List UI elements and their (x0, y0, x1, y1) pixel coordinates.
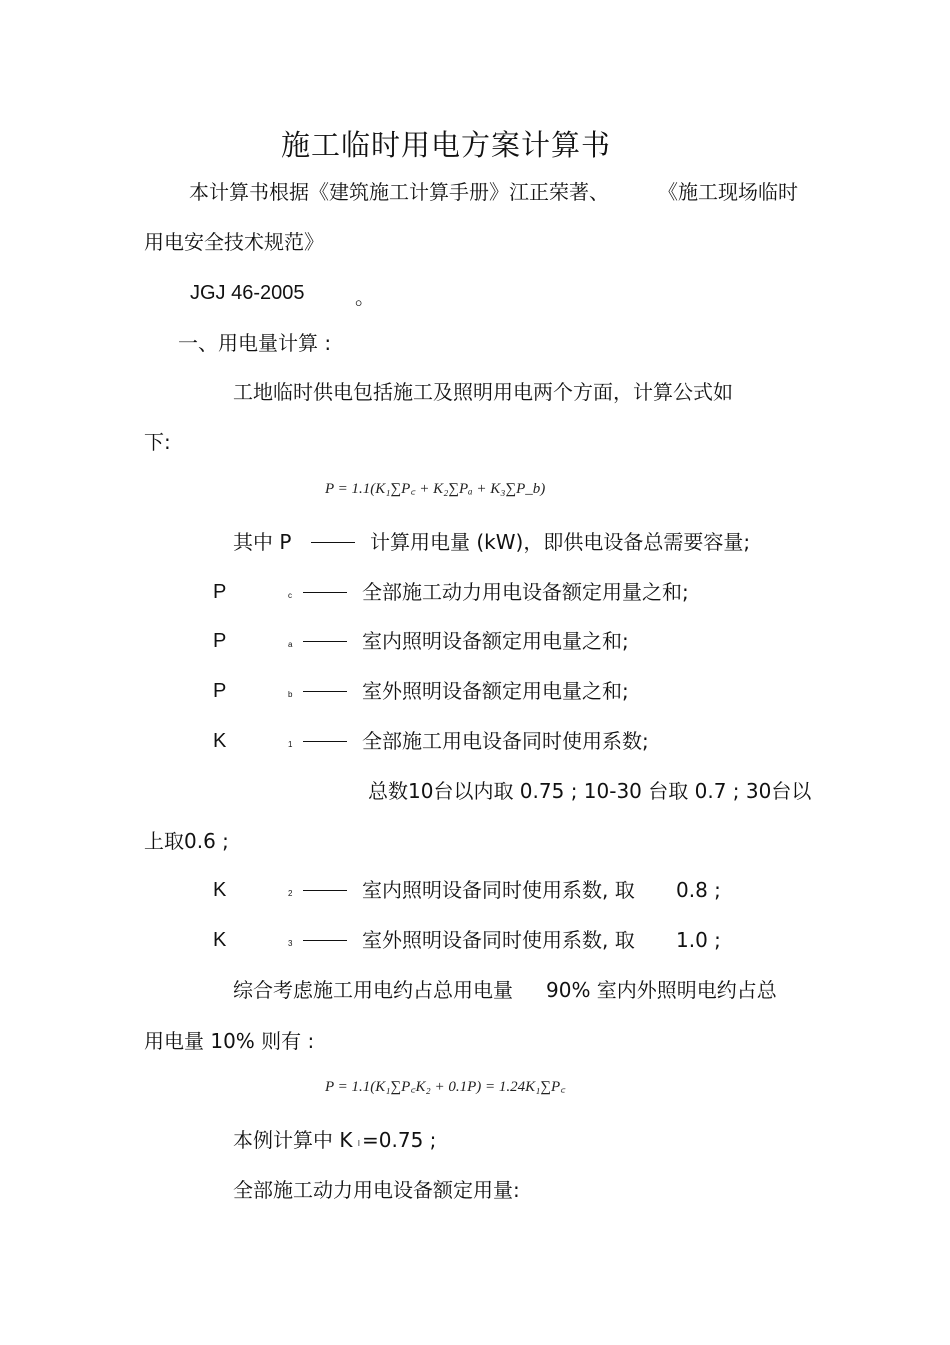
def-subscript: a (288, 640, 293, 649)
intro-line-1b: 《施工现场临时 (658, 180, 798, 204)
def-description: 室内照明设备额定用电量之和; (362, 629, 629, 653)
paragraph-1-line-1: 工地临时供电包括施工及照明用电两个方面，计算公式如 (233, 380, 733, 404)
def-description: 室外照明设备同时使用系数, 取 (362, 928, 635, 952)
def-symbol: K (213, 929, 227, 951)
paragraph-2-line-1a: 综合考虑施工用电约占总用电量 (233, 978, 513, 1002)
def-value: 0.8 ; (676, 878, 721, 902)
dash-separator (303, 741, 347, 742)
paragraph-2-line-2: 用电量 10% 则有 : (144, 1029, 315, 1053)
def-subscript: c (288, 591, 292, 600)
dash-separator (303, 691, 347, 692)
section-heading: 一、用电量计算 : (178, 331, 332, 355)
dash-separator (303, 940, 347, 941)
def-value: 1.0 ; (676, 928, 721, 952)
def-description: 全部施工用电设备同时使用系数; (362, 729, 649, 753)
def-symbol: K (213, 879, 227, 901)
standard-code: JGJ 46-2005 (190, 282, 305, 304)
k1-note-line-1: 总数10台以内取 0.75 ; 10-30 台取 0.7 ; 30台以 (368, 779, 812, 803)
paragraph-2-line-1b: 90% 室内外照明电约占总 (546, 978, 777, 1002)
example-k1-value: =0.75 ; (362, 1128, 437, 1152)
dash-separator (303, 641, 347, 642)
dash-separator (311, 542, 355, 543)
def-symbol: P (213, 680, 227, 702)
paragraph-1-line-2: 下: (144, 430, 171, 454)
standard-end: 。 (355, 285, 375, 309)
dash-separator (303, 890, 347, 891)
intro-line-1: 本计算书根据《建筑施工计算手册》江正荣著、 (189, 180, 609, 204)
formula-1: P = 1.1(K₁∑P꜀ + K₂∑Pₐ + K₃∑P_b) (325, 481, 546, 497)
def-subscript: 1 (288, 740, 293, 749)
dash-separator (303, 592, 347, 593)
where-description: 计算用电量 (kW)，即供电设备总需要容量; (370, 530, 751, 554)
def-symbol: P (213, 630, 227, 652)
def-subscript: 3 (288, 939, 293, 948)
formula-2: P = 1.1(K₁∑P꜀K₂ + 0.1P) = 1.24K₁∑P꜀ (325, 1079, 566, 1095)
def-description: 室外照明设备额定用电量之和; (362, 679, 629, 703)
def-description: 室内照明设备同时使用系数, 取 (362, 878, 635, 902)
last-line: 全部施工动力用电设备额定用量: (233, 1178, 520, 1202)
def-description: 全部施工动力用电设备额定用量之和; (362, 580, 689, 604)
document-title: 施工临时用电方案计算书 (281, 128, 612, 162)
def-symbol: P (213, 581, 227, 603)
where-label: 其中 P (233, 530, 292, 554)
def-subscript: b (288, 690, 293, 699)
example-k1-prefix: 本例计算中 K (233, 1128, 353, 1152)
def-subscript: 2 (288, 889, 293, 898)
example-k1-subscript: l (358, 1139, 360, 1148)
def-symbol: K (213, 730, 227, 752)
intro-line-2: 用电安全技术规范》 (144, 230, 324, 254)
k1-note-line-2: 上取0.6 ; (144, 829, 229, 853)
